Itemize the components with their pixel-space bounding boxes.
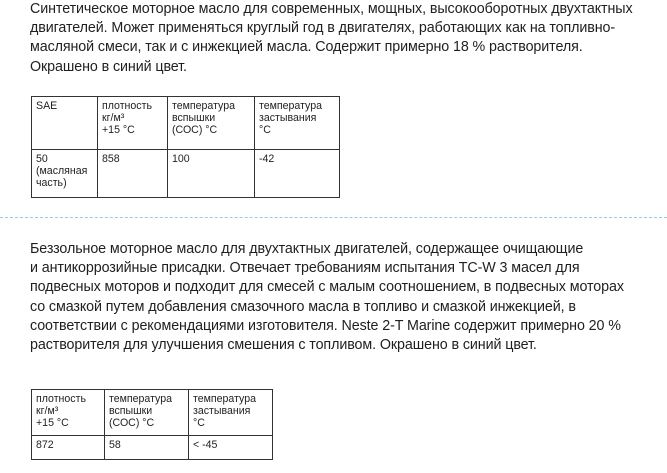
cell-density-value <box>32 436 105 460</box>
cell-pour-point-value <box>189 436 273 460</box>
description-line: двигателей. Может применяться круглый год в двигателях, работающих как на топливно- <box>30 20 616 37</box>
cell-flash-point-value <box>168 150 255 198</box>
cell-text: застывания <box>193 405 251 418</box>
cell-text: температура <box>172 100 236 112</box>
description-line: Беззольное моторное масло для двухтактных двигателей, содержащее очищающие <box>30 241 584 257</box>
cell-text: (СОС) °С <box>172 124 218 137</box>
cell-text: (масляная <box>36 165 88 178</box>
description-line: подвесных моторов и подходит для смесей с малым соотношением, в подвесных моторах <box>30 279 624 296</box>
cell-text: вспышки <box>172 112 216 125</box>
cell-text: 858 <box>102 153 120 165</box>
cell-text: вспышки <box>109 405 153 418</box>
cell-text: < -45 <box>193 439 218 451</box>
header-cell-pour-point <box>255 97 340 150</box>
cell-text: кг/м³ <box>36 405 59 418</box>
description-line: Синтетическое моторное масло для современных, мощных, высокооборотных двухтактных <box>30 1 633 17</box>
cell-text: кг/м³ <box>102 112 125 125</box>
cell-text: застывания <box>259 112 317 125</box>
cell-text: (СОС) °С <box>109 417 155 430</box>
cell-text: -42 <box>259 153 275 165</box>
description-line: растворителя для улучшения смешения с топливом. Окрашено в синий цвет. <box>30 337 537 354</box>
header-cell-flash-point <box>105 390 189 436</box>
section2-description <box>30 240 624 355</box>
section1-description <box>30 0 633 77</box>
header-cell-density <box>98 97 168 150</box>
cell-text: плотность <box>36 393 86 405</box>
header-cell-sae <box>32 97 98 150</box>
description-line: со смазкой путем добавления смазочного масла в топливо и смазкой инжекцией, в <box>30 298 576 315</box>
cell-text: плотность <box>102 100 152 112</box>
cell-sae-value <box>32 150 98 198</box>
cell-text: температура <box>109 393 173 405</box>
cell-text: 872 <box>36 439 54 451</box>
description-line: и антикоррозийные присадки. Отвечает требованиям испытания TC-W 3 масел для <box>30 260 580 277</box>
header-cell-flash-point <box>168 97 255 150</box>
header-cell-density <box>32 390 105 436</box>
table-row <box>32 436 273 460</box>
cell-text: температура <box>193 393 257 405</box>
section1-spec-table <box>31 96 340 198</box>
cell-text: 58 <box>109 439 121 451</box>
description-line: Окрашено в синий цвет. <box>30 58 187 75</box>
cell-text: 50 <box>36 153 48 165</box>
cell-text: °С <box>193 417 205 430</box>
cell-text: часть) <box>36 177 67 190</box>
description-line: соответствии с рекомендациями изготовителя. Neste 2-T Marine содержит примерно 20 % <box>30 317 621 334</box>
section-divider <box>0 217 667 218</box>
cell-pour-point-value <box>255 150 340 198</box>
cell-text: °С <box>259 124 271 137</box>
table-header-row <box>32 97 340 150</box>
cell-text: температура <box>259 100 323 112</box>
table-header-row <box>32 390 273 436</box>
header-cell-pour-point <box>189 390 273 436</box>
description-line: масляной смеси, так и с инжекцией масла. Содержит примерно 18 % растворителя. <box>30 39 583 56</box>
cell-text: +15 °С <box>102 124 135 137</box>
cell-text: SAE <box>36 100 58 112</box>
cell-flash-point-value <box>105 436 189 460</box>
section2-spec-table <box>31 389 273 460</box>
table-row <box>32 150 340 198</box>
cell-text: 100 <box>172 153 190 165</box>
cell-text: +15 °С <box>36 417 69 430</box>
cell-density-value <box>98 150 168 198</box>
